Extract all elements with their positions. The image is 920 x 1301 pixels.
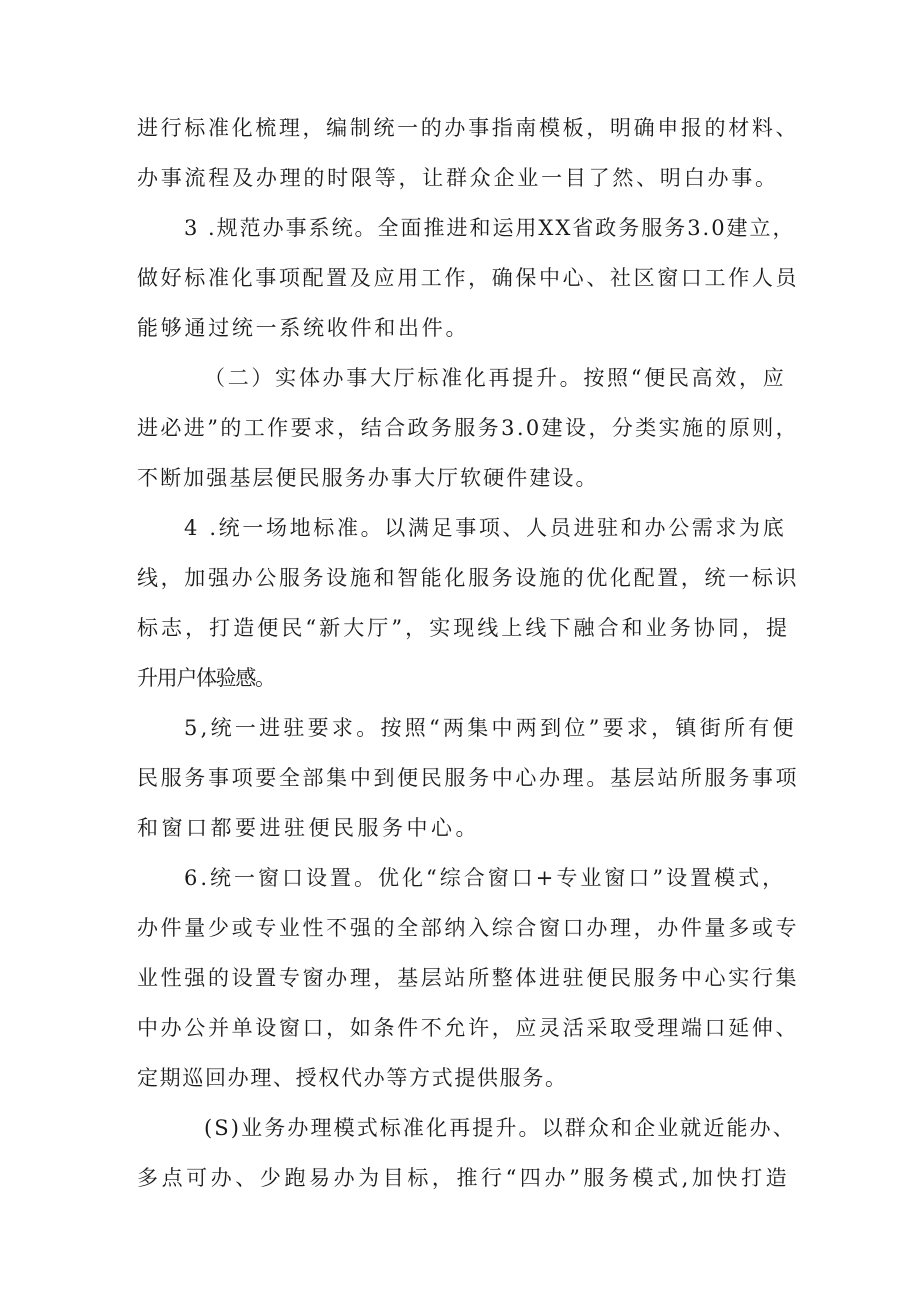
text-line: 线，加强办公服务设施和智能化服务设施的优化配置，统一标识 [137, 566, 800, 590]
text-line: 中办公并单设窗口，如条件不允许，应灵活采取受理端口延伸、 [137, 1016, 800, 1040]
text-line: 进行标准化梳理，编制统一的办事指南模板，明确申报的材料、 [137, 116, 800, 140]
text-line: 6.统一窗口设置。优化“综合窗口+专业窗口”设置模式， [184, 866, 787, 890]
text-line: 进必进”的工作要求，结合政务服务3.0建设，分类实施的原则， [137, 416, 800, 440]
text-line: 3 .规范办事系统。全面推进和运用XX省政务服务3.0建立， [184, 216, 796, 240]
text-line: 定期巡回办理、授权代办等方式提供服务。 [137, 1066, 568, 1090]
text-line: 升用户体验感。 [137, 666, 275, 690]
text-line: 不断加强基层便民服务办事大厅软硬件建设。 [137, 466, 599, 490]
text-line: 和窗口都要进驻便民服务中心。 [137, 816, 480, 840]
text-line: 5,统一进驻要求。按照“两集中两到位”要求，镇街所有便 [184, 716, 797, 740]
text-line: 多点可办、少跑易办为目标，推行“四办”服务模式,加快打造 [137, 1166, 791, 1190]
section-heading-line: （二）实体办事大厅标准化再提升。按照“便民高效，应 [204, 366, 787, 390]
text-line: 4 .统一场地标准。以满足事项、人员进驻和办公需求为底 [184, 516, 787, 540]
text-line: 民服务事项要全部集中到便民服务中心办理。基层站所服务事项 [137, 766, 800, 790]
text-line: 标志，打造便民“新大厅”，实现线上线下融合和业务协同，提 [137, 616, 791, 640]
text-line: 业性强的设置专窗办理，基层站所整体进驻便民服务中心实行集 [137, 966, 800, 990]
text-line: 能够通过统一系统收件和出件。 [137, 316, 470, 340]
text-line: 做好标准化事项配置及应用工作，确保中心、社区窗口工作人员 [137, 266, 800, 290]
text-line: 办件量少或专业性不强的全部纳入综合窗口办理，办件量多或专 [137, 916, 800, 940]
section-heading-line: (S)业务办理模式标准化再提升。以群众和企业就近能办、 [204, 1116, 796, 1140]
text-line: 办事流程及办理的时限等，让群众企业一目了然、明白办事。 [137, 166, 779, 190]
